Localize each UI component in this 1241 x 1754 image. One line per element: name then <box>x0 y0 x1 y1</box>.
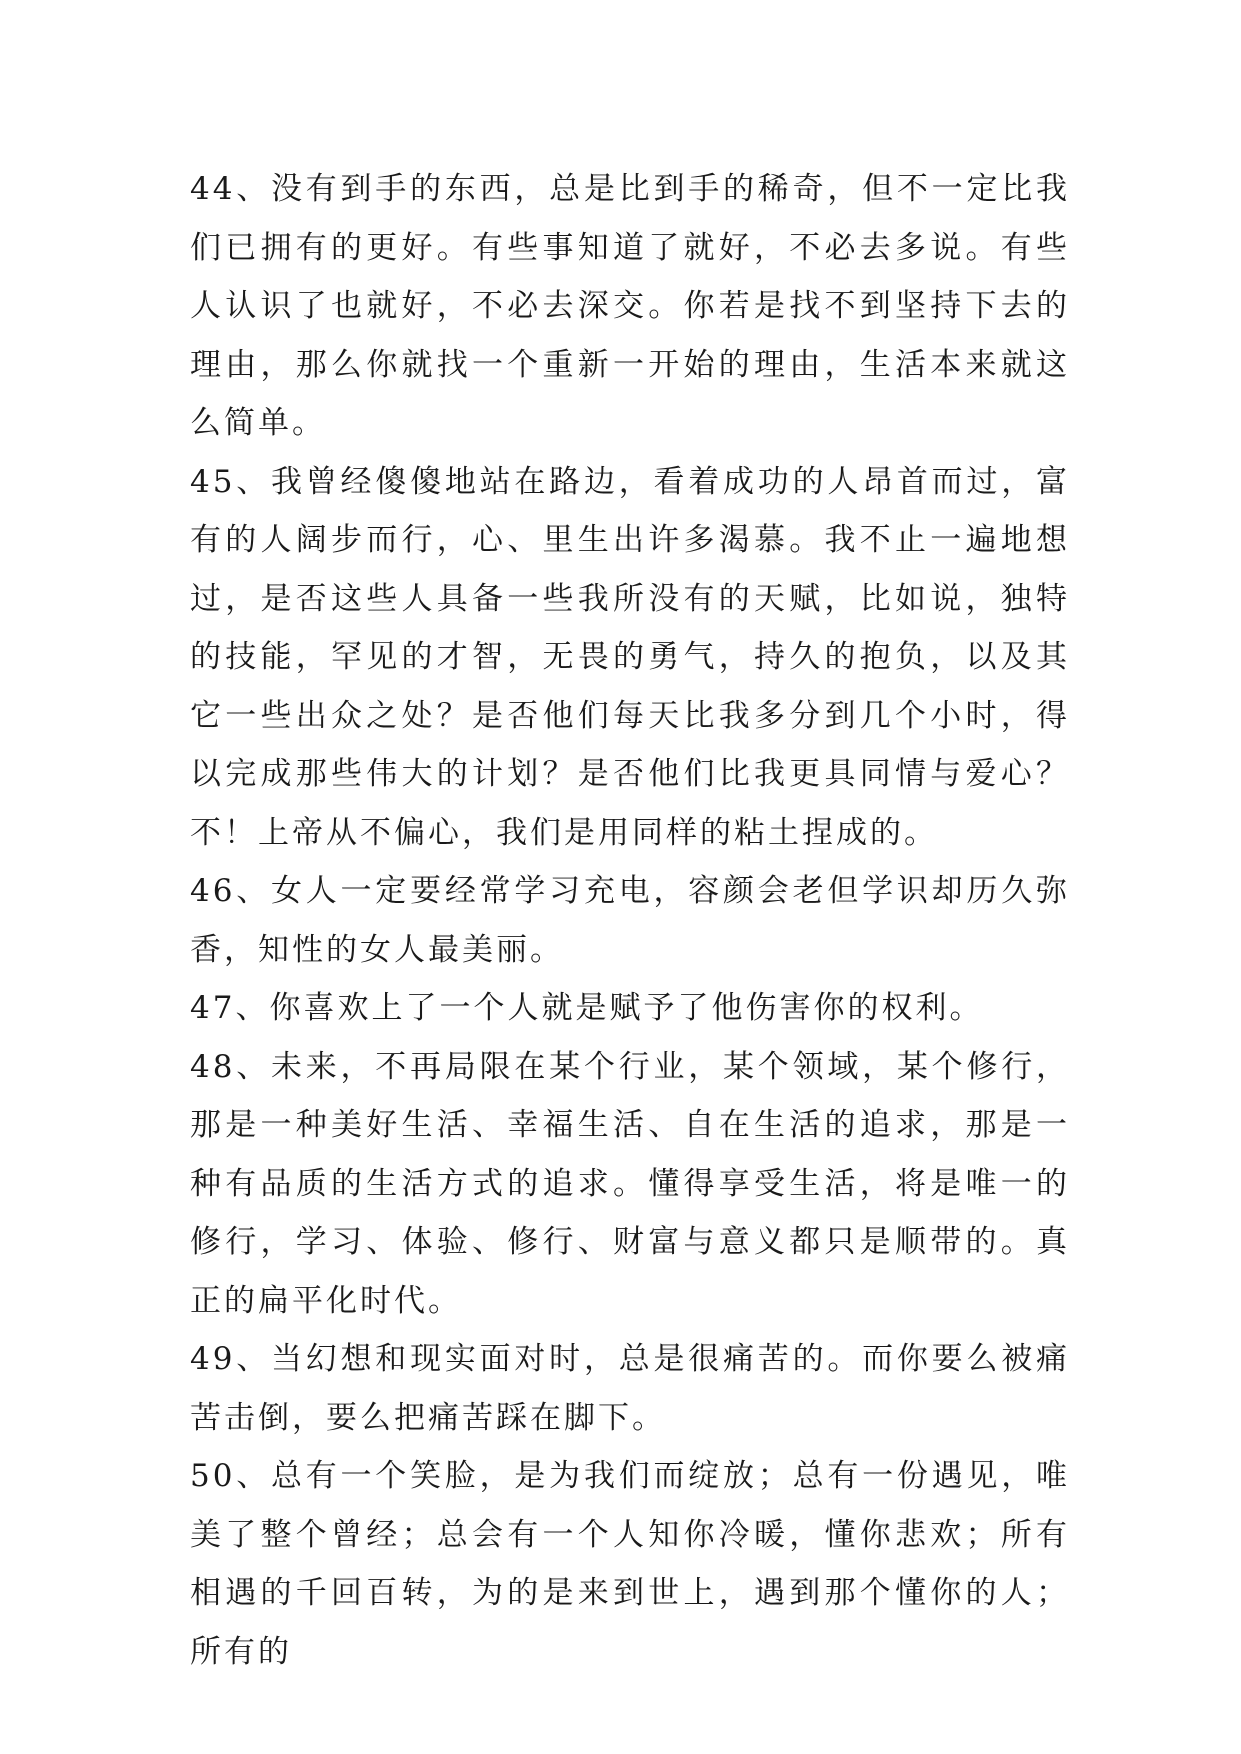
paragraph-48: 48、未来，不再局限在某个行业，某个领域，某个修行，那是一种美好生活、幸福生活、自在生活的追求，那是一种有品质的生活方式的追求。懂得享受生活，将是唯一的修行，学习、体验、修行、财富与意义都只是顺带的。真正的扁平化时代。 <box>190 1048 1070 1319</box>
paragraph-46: 46、女人一定要经常学习充电，容颜会老但学识却历久弥香，知性的女人最美丽。 <box>190 873 1070 968</box>
paragraph-44: 44、没有到手的东西，总是比到手的稀奇，但不一定比我们已拥有的更好。有些事知道了就好，不必去多说。有些人认识了也就好，不必去深交。你若是找不到坚持下去的理由，那么你就找一个重新一开始的理由，生活本来就这么简单。 <box>190 171 1070 441</box>
paragraph-50: 50、总有一个笑脸，是为我们而绽放；总有一份遇见，唯美了整个曾经；总会有一个人知你冷暖，懂你悲欢；所有相遇的千回百转，为的是来到世上，遇到那个懂你的人；所有的 <box>190 1458 1070 1670</box>
document-body <box>190 160 1070 1681</box>
paragraph-47: 47、你喜欢上了一个人就是赋予了他伤害你的权利。 <box>190 990 984 1026</box>
paragraph-49: 49、当幻想和现实面对时，总是很痛苦的。而你要么被痛苦击倒，要么把痛苦踩在脚下。 <box>190 1341 1070 1436</box>
paragraph-45: 45、我曾经傻傻地站在路边，看着成功的人昂首而过，富有的人阔步而行，心、里生出许多渴慕。我不止一遍地想过，是否这些人具备一些我所没有的天赋，比如说，独特的技能，罕见的才智，无畏的勇气，持久的抱负，以及其它一些出众之处？是否他们每天比我多分到几个小时，得以完成那些伟大的计划？是否他们比我更具同情与爱心？不！上帝从不偏心，我们是用同样的粘土捏成的。 <box>190 463 1070 851</box>
